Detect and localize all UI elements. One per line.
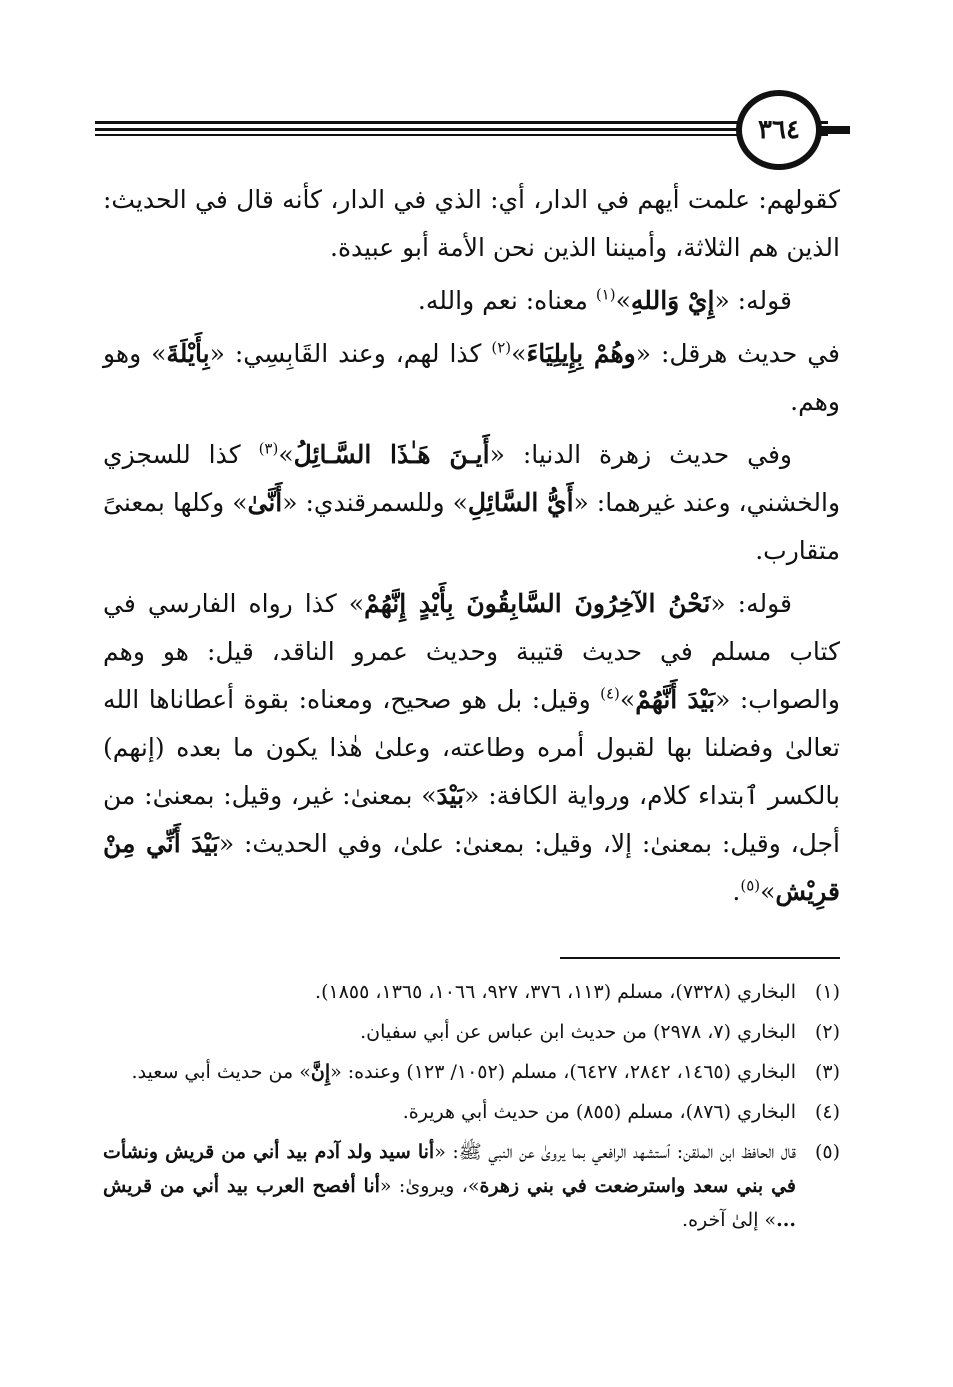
text-run: »، ويروىٰ: « xyxy=(379,1175,480,1197)
footnote-number: (٣) xyxy=(814,1061,840,1083)
text-run: » xyxy=(619,685,636,714)
text-run: قوله: « xyxy=(714,286,792,315)
footnote xyxy=(103,975,840,1009)
text-run: في حديث هرقل: « xyxy=(635,339,840,368)
hadith-quote: أَيـنَ هَـٰذَا السَّـائِلُ xyxy=(293,440,490,469)
text-run: كذا للسجزي والخشني، وعند غيرهما: « xyxy=(103,440,841,517)
footnote xyxy=(103,1135,840,1237)
hadith-quote: إِيْ وَاللهِ xyxy=(630,286,715,315)
text-run: قوله: « xyxy=(710,589,792,618)
footnote-text xyxy=(103,1095,796,1129)
text-run: » وللسمرقندي: « xyxy=(282,488,468,517)
text-run: قال الحافظ ابن الملقن: ٱستشهد الرافعي بما يروىٰ عن النبي ﷺ: « xyxy=(434,1141,796,1163)
footnotes xyxy=(103,975,840,1243)
text-run: البخاري (٨٧٦)، مسلم (٨٥٥) من حديث أبي هريرة. xyxy=(402,1101,796,1123)
text-run: » من حديث أبي سعيد. xyxy=(131,1061,311,1083)
header-rule-bottom xyxy=(95,134,828,136)
hadith-quote: أنا أفصح العرب بيد أني من قريش ... xyxy=(103,1175,796,1231)
text-run: البخاري (١٤٦٥، ٢٨٤٢، ٦٤٢٧)، مسلم (١٠٥٢/ ١٢٣) وعنده: « xyxy=(330,1061,796,1083)
footnote xyxy=(103,1055,840,1089)
hadith-quote: بَيْدَ xyxy=(436,781,465,810)
paragraph xyxy=(103,176,840,272)
text-run: » xyxy=(760,877,776,906)
text-run: » xyxy=(278,440,294,469)
footnote-separator xyxy=(560,957,840,959)
text-run: كقولهم: علمت أيهم في الدار، أي: الذي في الدار، كأنه قال في الحديث: الذين هم الثلاثة، وأميننا الذين نحن الأمة أبو عبيدة. xyxy=(103,185,840,262)
paragraph xyxy=(103,330,840,426)
footnote-number: (٥) xyxy=(814,1141,840,1163)
footnote-number: (١) xyxy=(814,981,840,1003)
footnote-ref: (٣) xyxy=(258,439,279,458)
footnote xyxy=(103,1015,840,1049)
footnote-number: (٢) xyxy=(814,1021,840,1043)
header-rule-middle xyxy=(95,128,828,131)
footnote-text xyxy=(103,1055,796,1089)
text-run: » وكلها بمعنىً متقارب. xyxy=(103,488,840,565)
text-run: » إلىٰ آخره. xyxy=(682,1209,777,1231)
header-rule-top xyxy=(95,121,828,124)
text-run: » xyxy=(511,339,527,368)
text-run: » وهو وهم. xyxy=(103,339,840,416)
text-run: » بمعنىٰ: غير، وقيل: بمعنىٰ: من أجل، وقيل: بمعنىٰ: إلا، وقيل: بمعنىٰ: علىٰ، وفي الحديث: « xyxy=(103,781,840,858)
text-run: » xyxy=(615,286,631,315)
paragraph xyxy=(103,431,840,575)
text-run: . xyxy=(732,877,741,906)
footnote-text xyxy=(103,1015,796,1049)
page-number-badge xyxy=(736,90,822,170)
footnote-text xyxy=(103,1135,796,1237)
footnote-number: (٤) xyxy=(814,1101,840,1123)
hadith-quote: بَيْدَ أَنَّهُمْ xyxy=(635,685,716,714)
footnote-ref: (٥) xyxy=(740,876,761,895)
text-run: البخاري (٧، ٢٩٧٨) من حديث ابن عباس عن أبي سفيان. xyxy=(360,1021,796,1043)
page-number: ٣٦٤ xyxy=(758,115,800,145)
footnote-ref: (٤) xyxy=(600,684,620,703)
text-run: كذا لهم، وعند القَابِسِي: « xyxy=(209,339,492,368)
paragraph xyxy=(103,277,840,325)
hadith-quote: بَيْدَ أَنِّي مِنْ قرِيْش xyxy=(103,829,840,906)
hadith-quote: إِنَّ xyxy=(310,1061,331,1083)
footnote xyxy=(103,1095,840,1129)
main-text xyxy=(103,176,840,921)
hadith-quote: وهُمْ بِإِيلِيَاءَ xyxy=(526,339,636,368)
text-run: وفي حديث زهرة الدنيا: « xyxy=(489,440,792,469)
text-run: وقيل: بل هو صحيح، ومعناه: بقوة أعطاناها الله تعالىٰ وفضلنا بها لقبول أمره وطاعته، وعلىٰ هٰذا يكون ما بعده (إنهم) بالكسر ٱبتداء كلام، ورواية الكافة: « xyxy=(103,685,840,810)
text-run: معناه: نعم والله. xyxy=(417,286,596,315)
text-run: البخاري (٧٣٢٨)، مسلم (١١٣، ٣٧٦، ٩٢٧، ١٠٦٦، ١٣٦٥، ١٨٥٥). xyxy=(315,981,796,1003)
footnote-text xyxy=(103,975,796,1009)
hadith-quote: بِأَيْلَةَ xyxy=(166,339,210,368)
hadith-quote: نَحْنُ الآخِرُونَ السَّابِقُونَ بِأَيْدٍ إِنَّهُمْ xyxy=(364,589,711,618)
paragraph xyxy=(103,580,840,916)
hadith-quote: أَنَّىٰ xyxy=(247,488,283,517)
hadith-quote: أنا سيد ولد آدم بيد أني من قريش ونشأت في بني سعد واسترضعت في بني زهرة xyxy=(103,1141,796,1197)
footnote-ref: (٢) xyxy=(491,338,512,357)
text-run: » كذا رواه الفارسي في كتاب مسلم في حديث قتيبة وحديث عمرو الناقد، قيل: هو وهم والصواب: « xyxy=(103,589,840,714)
footnote-ref: (١) xyxy=(595,285,616,304)
hadith-quote: أَيُّ السَّائِلِ xyxy=(467,488,574,517)
